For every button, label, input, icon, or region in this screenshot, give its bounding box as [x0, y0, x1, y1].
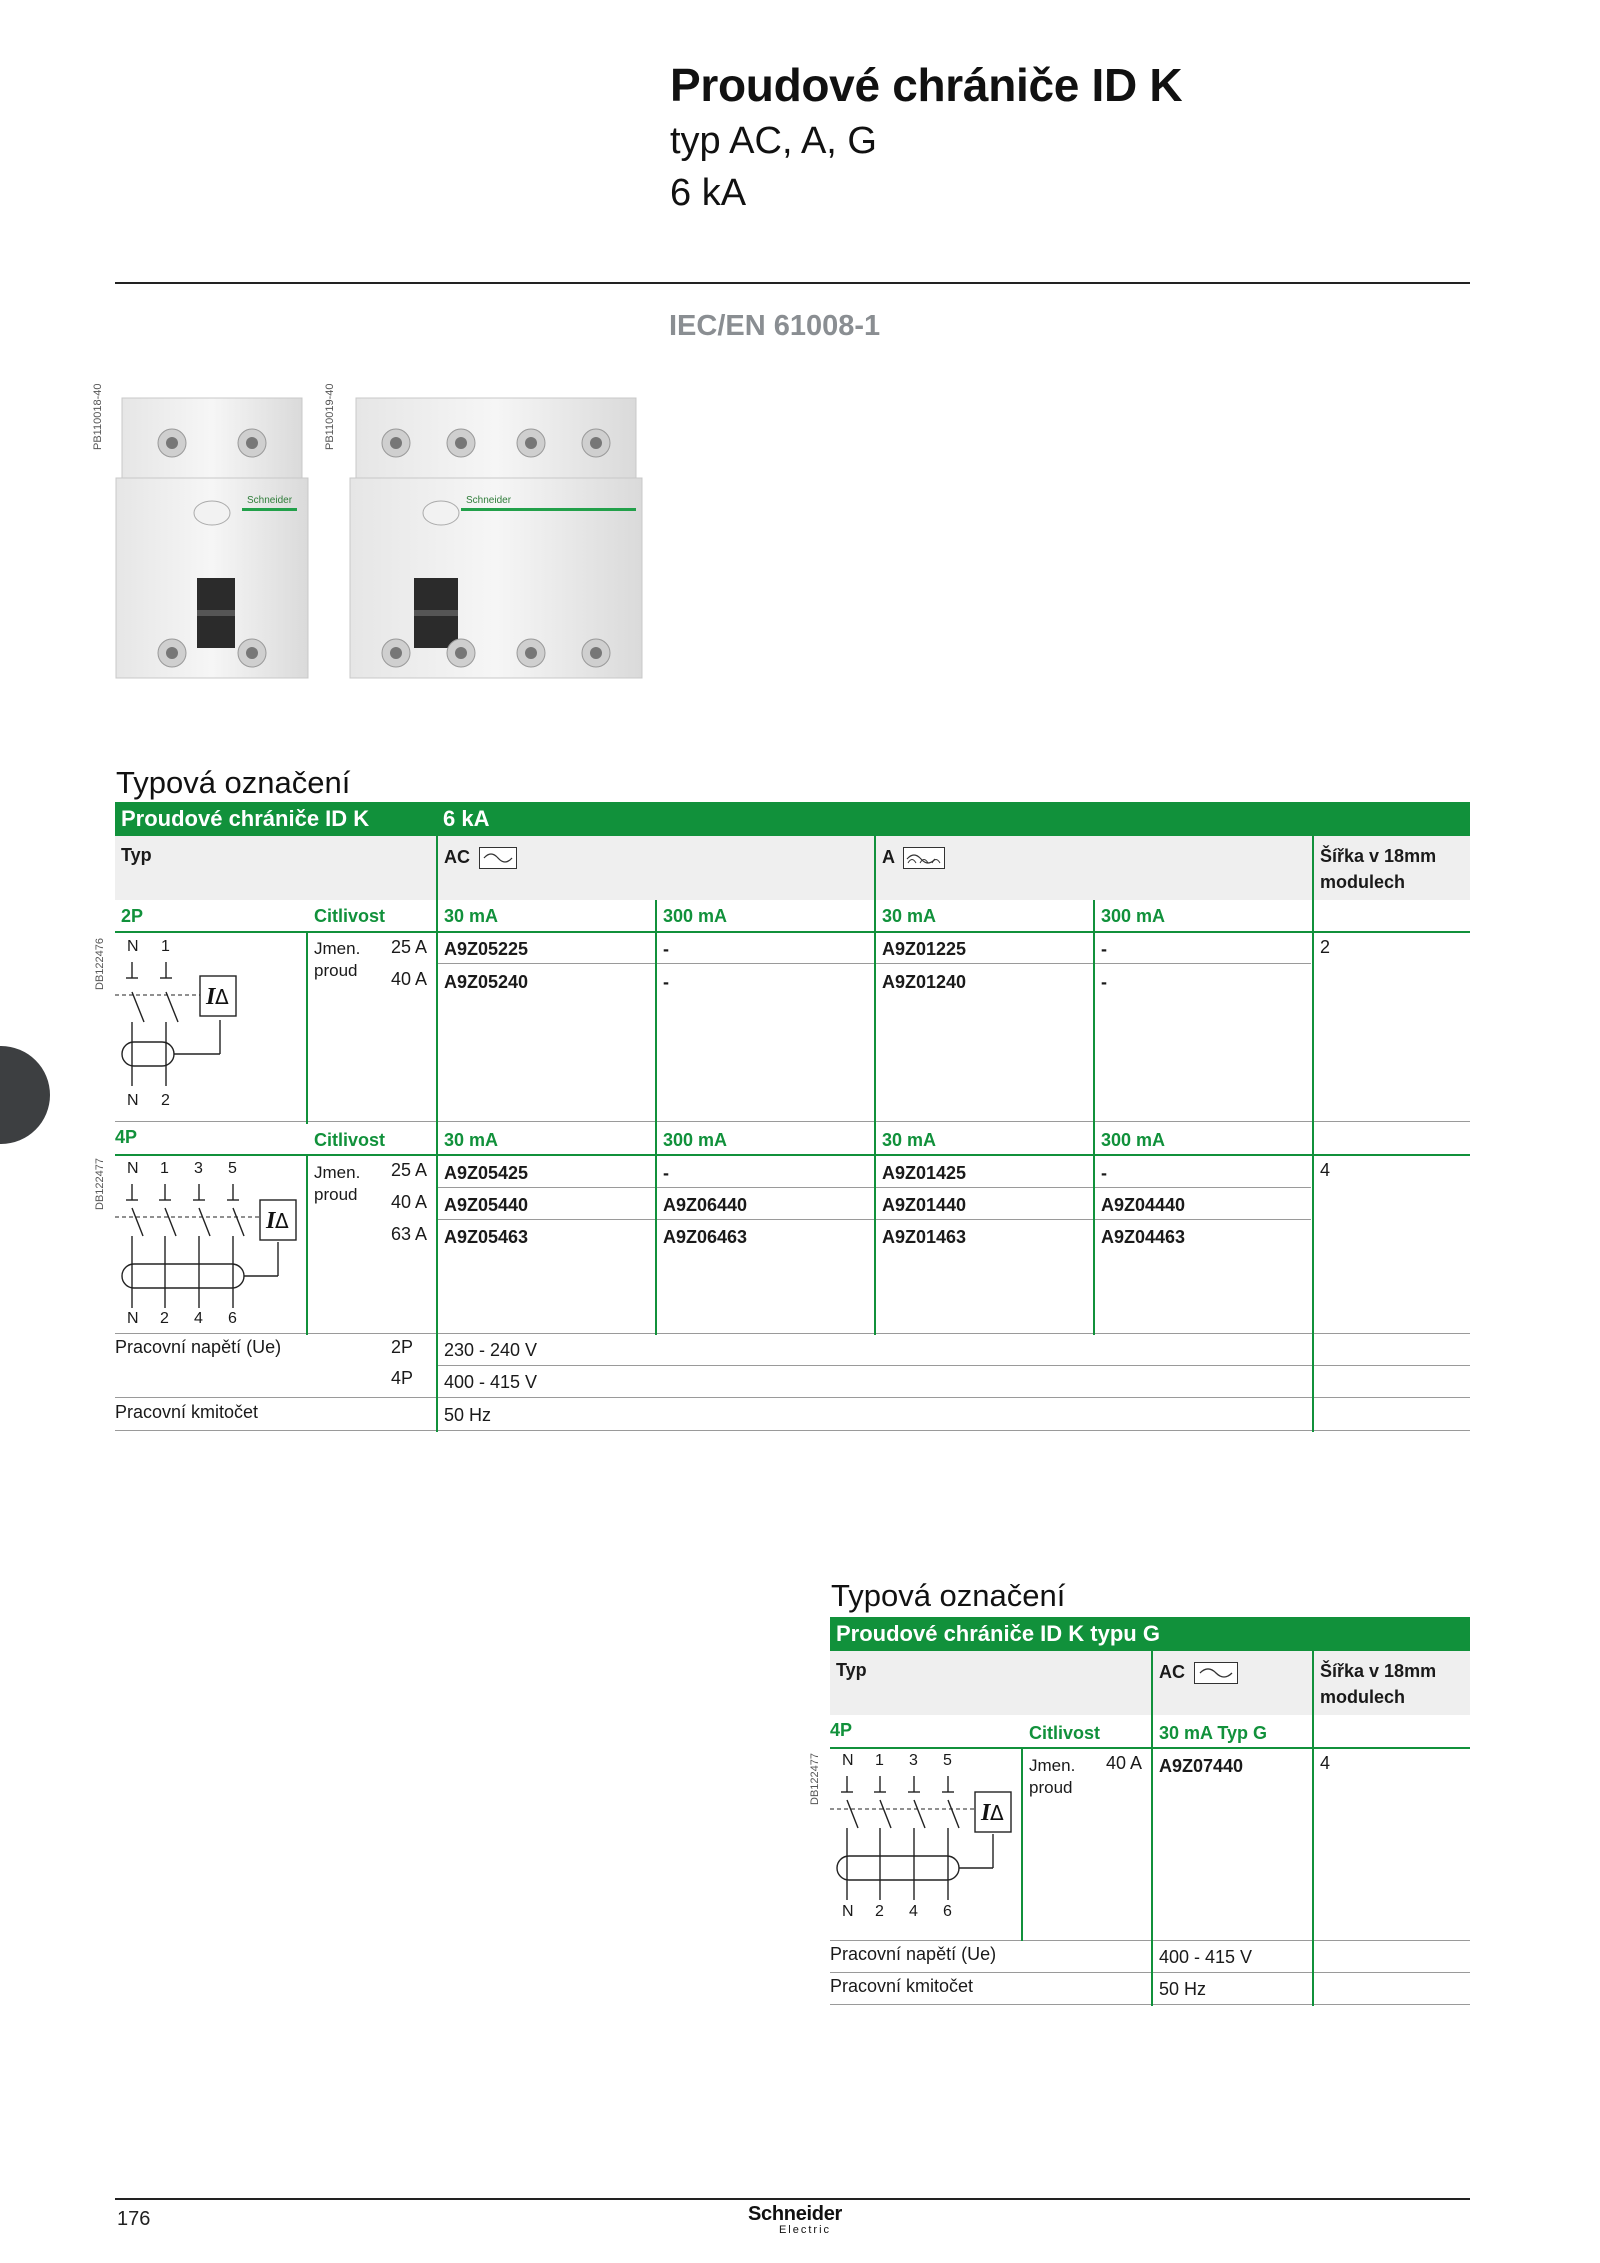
table1-4p-label: 4P	[115, 1127, 138, 1147]
table2-diagram-code: DB122477	[809, 1753, 821, 1805]
svg-text:I: I	[206, 984, 216, 1010]
width-label-line2: modulech	[1320, 872, 1406, 892]
table2-ac-heading	[1159, 1662, 1238, 1684]
ac-label: AC	[1159, 1662, 1185, 1682]
svg-text:I: I	[266, 1208, 276, 1234]
page-title: Proudové chrániče ID K	[670, 59, 1183, 111]
4p-term-bot-2: 2	[160, 1310, 169, 1327]
t2-term-bot-6: 6	[943, 1903, 952, 1920]
table1-ac-heading	[444, 847, 517, 869]
4p-term-top-1: 1	[160, 1160, 169, 1177]
a-label: A	[882, 847, 895, 867]
table1-2p-width: 2	[1320, 937, 1331, 957]
table1-voltage-2p: 230 - 240 V	[444, 1340, 538, 1360]
4p-term-top-3: 3	[194, 1160, 203, 1177]
2p-term-top-n: N	[127, 938, 139, 955]
page-number: 176	[117, 2208, 151, 2230]
table1-2p-sub-rule	[115, 931, 1470, 933]
table2-vline-width	[1312, 1651, 1314, 2006]
table1-2p-row1-ref-4: -	[1101, 939, 1107, 959]
rated-label-line1: Jmen.	[1029, 1756, 1076, 1775]
table1-a-heading	[882, 847, 945, 869]
table1-vline-a	[874, 836, 876, 1335]
svg-text:Schneider: Schneider	[247, 495, 293, 506]
table2-voltage: 400 - 415 V	[1159, 1947, 1253, 1967]
table1-4p-col-1: 30 mA	[444, 1130, 499, 1150]
table1-2p-row1-ref-1: A9Z05225	[444, 939, 529, 959]
table1-4p-vline-sens	[306, 1154, 308, 1335]
table1-4p-width: 4	[1320, 1160, 1331, 1180]
table1-vline-a300	[1093, 900, 1095, 1335]
t2-term-bot-2: 2	[875, 1903, 884, 1920]
photo-code-1: PB110018-40	[92, 383, 104, 450]
2p-term-bot-2: 2	[161, 1092, 170, 1109]
table2-vline-ac	[1151, 1651, 1153, 2006]
table1-4p-row3-ref-4: A9Z04463	[1101, 1227, 1186, 1247]
photo-code-2: PB110019-40	[324, 383, 336, 450]
table2-freq: 50 Hz	[1159, 1979, 1207, 1999]
table1-2p-sens-label: Citlivost	[314, 906, 386, 926]
table2-section-title: Typová označení	[831, 1578, 1066, 1613]
table1-4p-row3-ref-3: A9Z01463	[882, 1227, 967, 1247]
width-label-line1: Šířka v 18mm	[1320, 1661, 1437, 1681]
table1-4p-row1-ref-3: A9Z01425	[882, 1163, 967, 1183]
table1-typ-label: Typ	[121, 845, 152, 865]
table1-4p-row3-ref-2: A9Z06463	[663, 1227, 748, 1247]
table2-bar-title: Proudové chrániče ID K typu G	[836, 1621, 1160, 1646]
table1-4p-row1-ref-4: -	[1101, 1163, 1107, 1183]
ac-label: AC	[444, 847, 470, 867]
table1-voltage-mid-rule	[437, 1365, 1470, 1366]
table2-width-heading	[1320, 1658, 1436, 1710]
table1-width-heading	[1320, 843, 1436, 895]
rated-label-line2: proud	[1029, 1778, 1073, 1797]
table1-2p-rated-label	[314, 938, 360, 982]
table1-2p-row1-ref-3: A9Z01225	[882, 939, 967, 959]
table2-typ-label: Typ	[836, 1660, 867, 1680]
svg-text:I: I	[981, 1800, 991, 1826]
t2-term-top-3: 3	[909, 1752, 918, 1769]
ac-wave-icon	[1194, 1662, 1238, 1684]
table1-voltage-4p-label: 4P	[391, 1368, 414, 1388]
standard-label: IEC/EN 61008-1	[669, 310, 881, 342]
table1-4p-row3-ref-1: A9Z05463	[444, 1227, 529, 1247]
table1-4p-col-3: 30 mA	[882, 1130, 937, 1150]
table1-4p-row1-ref-2: -	[663, 1163, 669, 1183]
page-subtitle-rating: 6 kA	[670, 172, 747, 214]
table1-4p-diagram-code: DB122477	[94, 1158, 106, 1210]
table1-2p-end-rule	[115, 1121, 1470, 1122]
table1-freq-label: Pracovní kmitočet	[115, 1402, 259, 1422]
table2-diag-end-rule	[830, 1940, 1470, 1941]
table1-4p-row2-ref-2: A9Z06440	[663, 1195, 748, 1215]
t2-term-top-1: 1	[875, 1752, 884, 1769]
page-subtitle-type: typ AC, A, G	[670, 120, 877, 162]
table1-bar-title: Proudové chrániče ID K	[121, 806, 370, 831]
4p-wiring-diagram	[115, 1180, 305, 1312]
table1-header-bar	[115, 802, 1470, 836]
table2-sub-rule	[830, 1747, 1470, 1749]
table1-4p-row3-amp: 63 A	[391, 1224, 428, 1244]
t2-term-top-5: 5	[943, 1752, 952, 1769]
table1-bar-rating: 6 kA	[443, 806, 490, 831]
table1-2p-row2-ref-3: A9Z01240	[882, 972, 967, 992]
rcd-2p-photo	[112, 388, 312, 688]
table1-4p-sub-rule	[115, 1154, 1470, 1156]
table1-4p-row1-amp: 25 A	[391, 1160, 428, 1180]
table1-voltage-2p-label: 2P	[391, 1337, 414, 1357]
table1-voltage-label: Pracovní napětí (Ue)	[115, 1337, 282, 1357]
4p-term-bot-4: 4	[194, 1310, 203, 1327]
table2-bottom-rule	[830, 2004, 1470, 2005]
width-label-line2: modulech	[1320, 1687, 1406, 1707]
logo-brand: Schneider	[748, 2203, 842, 2225]
table1-2p-col-1: 30 mA	[444, 906, 499, 926]
table2-ref: A9Z07440	[1159, 1756, 1244, 1776]
table1-2p-row2-ref-4: -	[1101, 972, 1107, 992]
table1-2p-row2-amp: 40 A	[391, 969, 428, 989]
footer-rule	[115, 2198, 1470, 2200]
table1-2p-row2-ref-1: A9Z05240	[444, 972, 529, 992]
table1-2p-diagram-code: DB122476	[94, 938, 106, 990]
rcd-4p-photo	[346, 388, 646, 688]
table1-4p-rated-label	[314, 1162, 360, 1206]
table1-voltage-end-rule	[115, 1397, 1470, 1398]
logo-sub: Electric	[778, 2224, 832, 2236]
table1-2p-row2-ref-2: -	[663, 972, 669, 992]
table1-vline-ac	[436, 836, 438, 1432]
table1-4p-col-2: 300 mA	[663, 1130, 728, 1150]
table1-2p-row1-ref-2: -	[663, 939, 669, 959]
table2-amp: 40 A	[1106, 1753, 1143, 1773]
svg-text:Δ: Δ	[215, 985, 229, 1009]
table1-type-band	[115, 836, 1470, 900]
table1-4p-row2-ref-1: A9Z05440	[444, 1195, 529, 1215]
table1-vline-width	[1312, 836, 1314, 1432]
table1-2p-vline-sens	[306, 931, 308, 1124]
2p-wiring-diagram	[115, 958, 305, 1093]
table1-4p-col-4: 300 mA	[1101, 1130, 1166, 1150]
rated-label-line2: proud	[314, 1185, 358, 1204]
svg-text:Δ: Δ	[990, 1801, 1004, 1825]
table1-freq: 50 Hz	[444, 1405, 492, 1425]
width-label-line1: Šířka v 18mm	[1320, 846, 1437, 866]
table1-bottom-rule	[115, 1430, 1470, 1431]
rated-label-line1: Jmen.	[314, 939, 361, 958]
table1-4p-row2-ref-3: A9Z01440	[882, 1195, 967, 1215]
table2-4p-label: 4P	[830, 1720, 853, 1740]
table1-4p-sens-label: Citlivost	[314, 1130, 386, 1150]
table2-header-bar	[830, 1617, 1470, 1651]
table1-4p-row2-amp: 40 A	[391, 1192, 428, 1212]
table1-section-title: Typová označení	[116, 765, 351, 800]
table2-voltage-label: Pracovní napětí (Ue)	[830, 1944, 997, 1964]
table2-col-1: 30 mA Typ G	[1159, 1723, 1268, 1743]
schneider-logo	[735, 2203, 855, 2236]
table2-freq-label: Pracovní kmitočet	[830, 1976, 974, 1996]
4p-term-bot-6: 6	[228, 1310, 237, 1327]
2p-term-bot-n: N	[127, 1092, 139, 1109]
2p-term-top-1: 1	[161, 938, 170, 955]
ac-wave-icon	[479, 847, 517, 869]
table2-rated-label	[1029, 1755, 1075, 1799]
table1-2p-row1-amp: 25 A	[391, 937, 428, 957]
table2-width: 4	[1320, 1753, 1331, 1773]
rated-label-line2: proud	[314, 961, 358, 980]
t2-term-top-n: N	[842, 1752, 854, 1769]
4p-term-bot-n: N	[127, 1310, 139, 1327]
table1-2p-label: 2P	[121, 906, 144, 926]
a-pulsating-wave-icon	[903, 847, 945, 869]
table2-sens-label: Citlivost	[1029, 1723, 1101, 1743]
table1-4p-row1-ref-1: A9Z05425	[444, 1163, 529, 1183]
4p-term-top-n: N	[127, 1160, 139, 1177]
table1-2p-col-4: 300 mA	[1101, 906, 1166, 926]
svg-text:Δ: Δ	[275, 1209, 289, 1233]
t2-term-bot-n: N	[842, 1903, 854, 1920]
table1-2p-col-2: 300 mA	[663, 906, 728, 926]
t2-4p-wiring-diagram	[830, 1772, 1020, 1904]
table1-4p-row2-ref-4: A9Z04440	[1101, 1195, 1186, 1215]
table2-voltage-rule	[830, 1972, 1470, 1973]
4p-term-top-5: 5	[228, 1160, 237, 1177]
table2-vline-sens	[1021, 1747, 1023, 1941]
table1-voltage-4p: 400 - 415 V	[444, 1372, 538, 1392]
header-rule	[115, 282, 1470, 284]
rated-label-line1: Jmen.	[314, 1163, 361, 1182]
t2-term-bot-4: 4	[909, 1903, 918, 1920]
svg-text:Schneider: Schneider	[466, 495, 512, 506]
section-tab-marker	[0, 1046, 50, 1144]
table1-4p-end-rule	[115, 1333, 1470, 1334]
table1-2p-col-3: 30 mA	[882, 906, 937, 926]
table1-vline-ac300	[655, 900, 657, 1335]
